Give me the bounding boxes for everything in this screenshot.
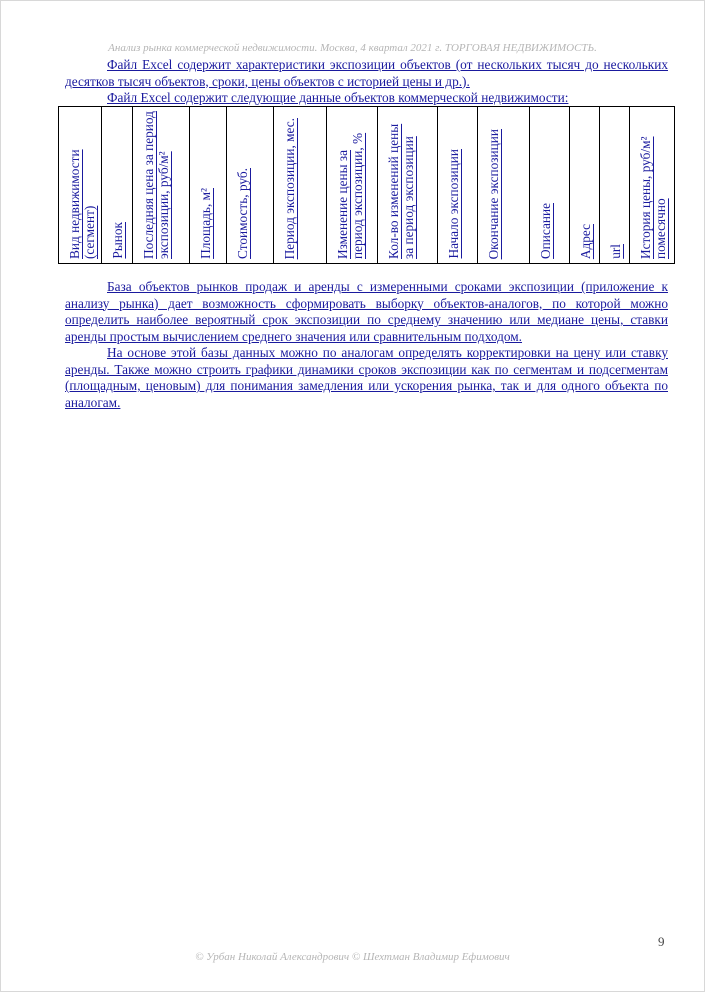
table-header-cell bbox=[530, 107, 570, 264]
paragraph-excel-fields: Файл Excel содержит следующие данные объектов коммерческой недвижимости: bbox=[107, 90, 569, 105]
table-header-row bbox=[59, 107, 675, 264]
column-header-price-change: Изменение цены за период экспозиции, % bbox=[335, 132, 365, 259]
running-header: Анализ рынка коммерческой недвижимости. Москва, 4 квартал 2021 г. ТОРГОВАЯ НЕДВИЖИМОСТЬ. bbox=[108, 42, 597, 54]
copyright-footer: © Урбан Николай Александрович © Шехтман Владимир Ефимович bbox=[195, 951, 510, 963]
table-header-cell bbox=[327, 107, 378, 264]
table-header-cell bbox=[570, 107, 600, 264]
table-header-cell bbox=[102, 107, 133, 264]
table-header-cell bbox=[630, 107, 675, 264]
table-header-cell bbox=[438, 107, 478, 264]
column-header-exposure-start: Начало экспозиции bbox=[446, 149, 461, 259]
table-header-cell bbox=[478, 107, 530, 264]
table-header-cell bbox=[274, 107, 327, 264]
column-header-cost: Стоимость, руб. bbox=[235, 168, 250, 259]
column-header-address: Адрес bbox=[578, 223, 593, 259]
table-header-cell bbox=[190, 107, 227, 264]
table-header-cell bbox=[133, 107, 190, 264]
column-header-description: Описание bbox=[538, 203, 553, 259]
table-header-cell bbox=[227, 107, 274, 264]
paragraph-excel-contents: Файл Excel содержит характеристики экспозиции объектов (от нескольких тысяч до нескольких десятков тысяч объектов, сроки, цены объектов с историей цены и др.). bbox=[65, 57, 668, 89]
column-header-market: Рынок bbox=[110, 222, 125, 259]
column-header-last-price: Последняя цена за период экспозиции, руб/м² bbox=[141, 111, 171, 259]
column-header-url: url bbox=[608, 244, 623, 259]
fields-table bbox=[58, 106, 675, 264]
table-header-cell bbox=[378, 107, 438, 264]
table-header-cell bbox=[600, 107, 630, 264]
column-header-exposure-period: Период экспозиции, мес. bbox=[282, 117, 297, 259]
page-number: 9 bbox=[658, 934, 665, 949]
column-header-segment: Вид недвижимости (сегмент) bbox=[67, 149, 97, 259]
column-header-price-history: История цены, руб/м² помесячно bbox=[638, 136, 668, 259]
paragraph-adjustments: На основе этой базы данных можно по аналогам определять корректировки на цену или ставку аренды. Также можно строить графики динамики сроков экспозиции как по сегментам и подсегментам (площадным, ценовым) для понимания замедления или ускорения рынка, так и для одного объекта по аналогам. bbox=[65, 345, 668, 410]
column-header-change-count: Кол-во изменений цены за период экспозиции bbox=[386, 123, 416, 259]
table-header-cell bbox=[59, 107, 102, 264]
column-header-area: Площадь, м² bbox=[198, 188, 213, 259]
column-header-exposure-end: Окончание экспозиции bbox=[486, 128, 501, 259]
paragraph-database-sample: База объектов рынков продаж и аренды с измеренными сроками экспозиции (приложение к анализу рынка) дает возможность сформировать выборку объектов-аналогов, по которой можно определить наиболее вероятный срок экспозиции по среднему значению или медиане цены, ставки аренды простым вычислением среднего значения или сравнительным подходом. bbox=[65, 279, 668, 344]
